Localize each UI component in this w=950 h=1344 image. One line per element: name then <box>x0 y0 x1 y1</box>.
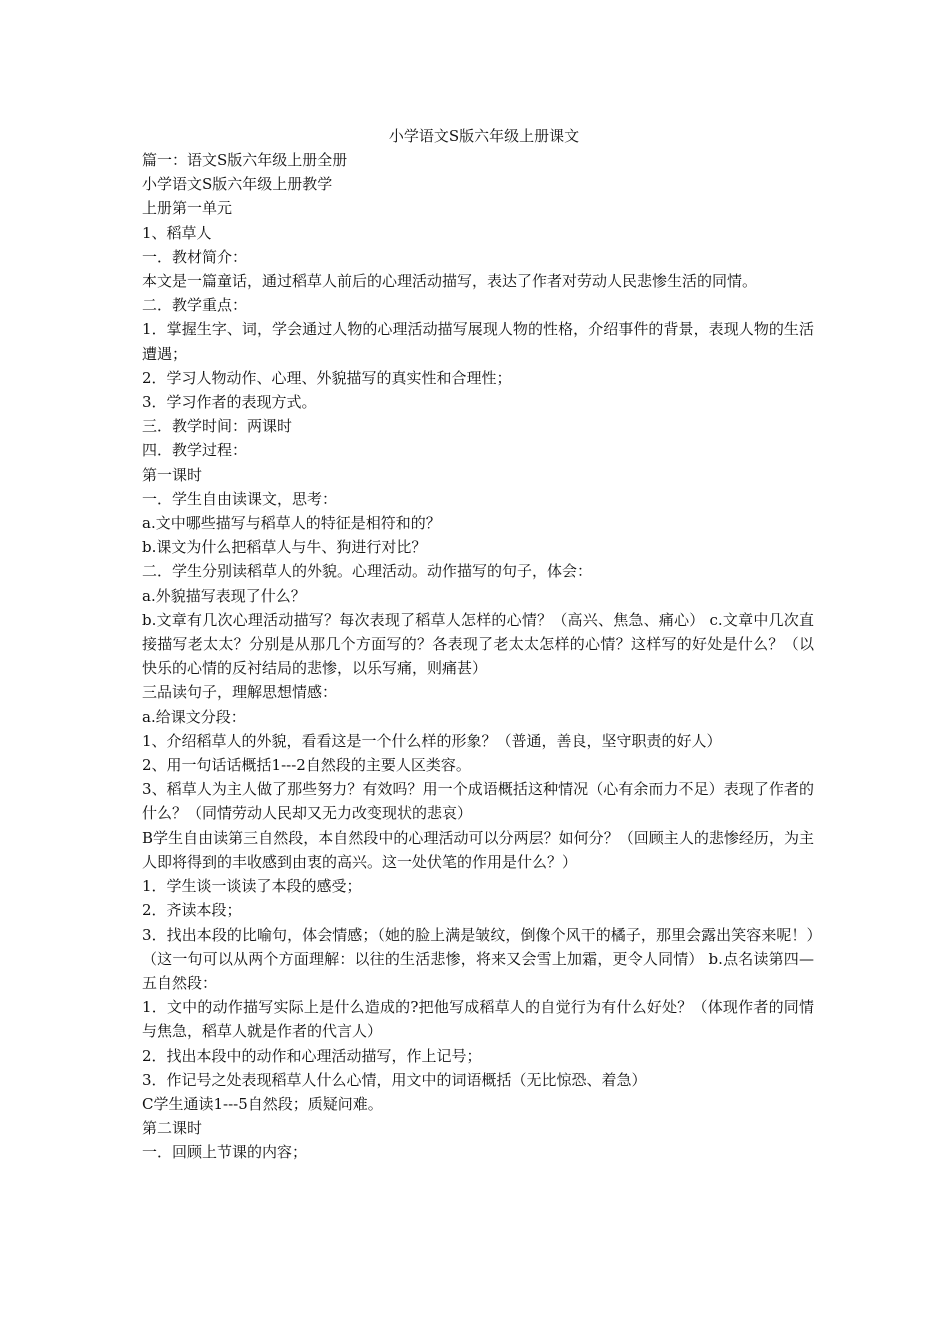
paragraph: 上册第一单元 <box>142 199 233 218</box>
paragraph: 二．学生分别读稻草人的外貌。心理活动。动作描写的句子，体会： <box>142 562 593 581</box>
paragraph: a.给课文分段： <box>142 707 246 726</box>
paragraph: 2．找出本段中的动作和心理活动描写，作上记号； <box>142 1046 482 1065</box>
paragraph: 2．学习人物动作、心理、外貌描写的真实性和合理性； <box>142 368 512 387</box>
paragraph: a.文中哪些描写与稻草人的特征是相符和的？ <box>142 514 441 533</box>
paragraph: 第一课时 <box>142 465 203 484</box>
document-title: 小学语文S版六年级上册课文 <box>388 127 580 145</box>
paragraph: a.外貌描写表现了什么？ <box>142 586 306 605</box>
paragraph: 2、用一句话话概括1---2自然段的主要人区类容。 <box>142 756 471 775</box>
paragraph: 2．齐读本段； <box>142 901 242 920</box>
paragraph: b.课文为什么把稻草人与牛、狗进行对比？ <box>142 538 427 557</box>
paragraph: 第二课时 <box>142 1119 203 1138</box>
paragraph: 3．找出本段的比喻句，体会情感；（她的脸上满是皱纹，倒像个风干的橘子，那里会露出笑容来呢！）（这一句可以从两个方面理解：以往的生活悲惨，将来又会雪上加霜，更令人同情） b.点名读第四—五自然段： <box>142 925 814 992</box>
paragraph: 二．教学重点： <box>142 296 248 315</box>
paragraph: 3、稻草人为主人做了那些努力？有效吗？用一个成语概括这种情况（心有余而力不足）表现了作者的什么？（同情劳动人民却又无力改变现状的悲哀） <box>142 780 814 823</box>
document-body <box>142 148 814 1165</box>
paragraph: 一．学生自由读课文，思考： <box>142 489 338 508</box>
paragraph: 3．作记号之处表现稻草人什么心情，用文中的词语概括（无比惊恐、着急） <box>142 1070 647 1089</box>
paragraph: 三．教学时间：两课时 <box>142 417 293 436</box>
paragraph: 1、稻草人 <box>142 223 212 242</box>
paragraph: 三品读句子，理解思想情感： <box>142 683 338 702</box>
paragraph: 1．文中的动作描写实际上是什么造成的?把他写成稻草人的自觉行为有什么好处？（体现作者的同情与焦急，稻草人就是作者的代言人） <box>142 998 814 1041</box>
paragraph: b.文章有几次心理活动描写？每次表现了稻草人怎样的心情？（高兴、焦急、痛心） c.文章中几次直接描写老太太？分别是从那几个方面写的？各表现了老太太怎样的心情？这样写的好处是什么？（以快乐的心情的反衬结局的悲惨，以乐写痛，则痛甚） <box>142 610 814 678</box>
paragraph: 一．教材简介： <box>142 247 248 266</box>
paragraph: 1．学生谈一谈读了本段的感受； <box>142 877 362 896</box>
paragraph: 本文是一篇童话，通过稻草人前后的心理活动描写，表达了作者对劳动人民悲惨生活的同情。 <box>142 272 758 291</box>
paragraph: 小学语文S版六年级上册教学 <box>142 175 333 194</box>
paragraph: 一．回顾上节课的内容； <box>142 1143 308 1162</box>
paragraph: 四．教学过程： <box>142 441 248 460</box>
paragraph: 1、介绍稻草人的外貌，看看这是一个什么样的形象？（普通，善良，坚守职责的好人） <box>142 731 722 750</box>
paragraph: B学生自由读第三自然段，本自然段中的心理活动可以分两层？如何分？（回顾主人的悲惨经历，为主人即将得到的丰收感到由衷的高兴。这一处伏笔的作用是什么？） <box>142 828 814 871</box>
paragraph: 篇一：语文S版六年级上册全册 <box>142 151 348 169</box>
paragraph: 3．学习作者的表现方式。 <box>142 393 317 412</box>
document-page <box>142 124 814 1165</box>
paragraph: C学生通读1---5自然段；质疑问难。 <box>142 1094 383 1113</box>
paragraph: 1．掌握生字、词，学会通过人物的心理活动描写展现人物的性格，介绍事件的背景，表现人物的生活遭遇； <box>142 320 814 363</box>
